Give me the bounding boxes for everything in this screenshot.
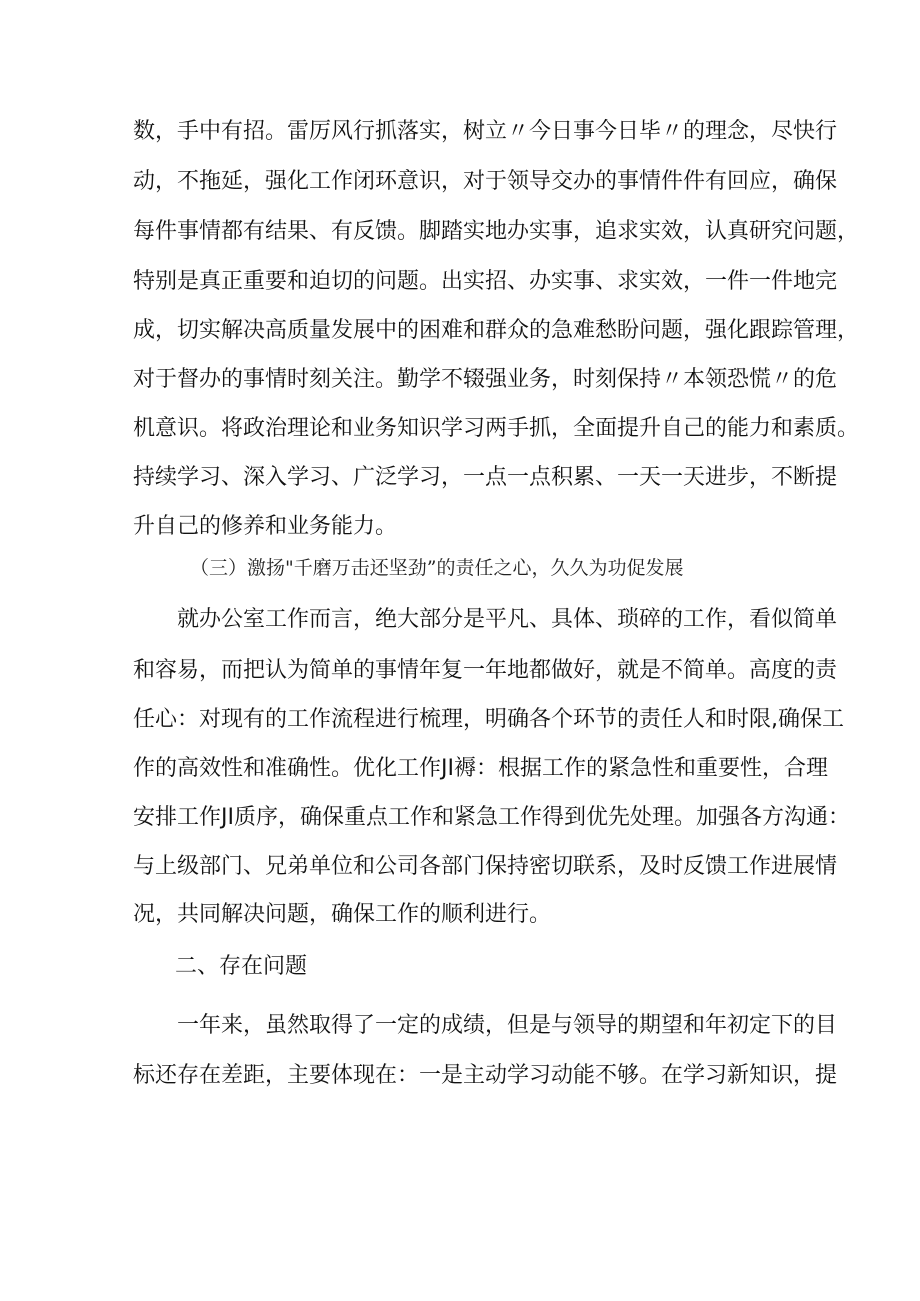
paragraph-2-line-3: 任心：对现有的工作流程进行梳理，明确各个环节的责任人和时限,确保工 <box>133 707 844 732</box>
paragraph-1-line-7: 机意识。将政治理论和业务知识学习两手抓，全面提升自己的能力和素质。 <box>133 416 860 441</box>
paragraph-2-line-6: 与上级部门、兄弟单位和公司各部门保持密切联系，及时反馈工作进展情 <box>133 854 838 879</box>
paragraph-1-line-2: 动，不拖延，强化工作闭环意识，对于领导交办的事情件件有回应，确保 <box>133 169 838 194</box>
paragraph-2-line-2: 和容易，而把认为简单的事情年复一年地都做好，就是不简单。高度的责 <box>133 658 838 683</box>
paragraph-1-line-4: 特别是真正重要和迫切的问题。出实招、办实事、求实效，一件一件地完 <box>133 269 838 294</box>
paragraph-1-line-1: 数，手中有招。雷厉风行抓落实，树立〃今日事今日毕〃的理念，尽快行 <box>133 119 838 144</box>
subheading-3: （三）激扬"千磨万击还坚劲”的责任之心，久久为功促发展 <box>190 557 684 579</box>
paragraph-3-line-1: 一年来，虽然取得了一定的成绩，但是与领导的期望和年初定下的目 <box>177 1013 838 1038</box>
paragraph-2-line-5: 安排工作JI质序，确保重点工作和紧急工作得到优先处理。加强各方沟通： <box>133 805 850 830</box>
paragraph-3-line-2: 标还存在差距，主要体现在：一是主动学习动能不够。在学习新知识，提 <box>133 1063 838 1088</box>
paragraph-1-line-5: 成，切实解决高质量发展中的困难和群众的急难愁盼问题，强化跟踪管理， <box>133 318 860 343</box>
paragraph-1-line-8: 持续学习、深入学习、广泛学习，一点一点积累、一天一天进步，不断提 <box>133 465 838 490</box>
paragraph-1-line-3: 每件事情都有结果、有反馈。脚踏实地办实事，追求实效，认真研究问题， <box>133 219 860 244</box>
paragraph-2-line-4: 作的高效性和准确性。优化工作JI褥：根据工作的紧急性和重要性，合理 <box>133 756 828 781</box>
paragraph-2-line-1: 就办公室工作而言，绝大部分是平凡、具体、琐碎的工作，看似简单 <box>177 607 838 632</box>
paragraph-2-line-7: 况，共同解决问题，确保工作的顺利进行。 <box>133 902 552 927</box>
paragraph-1-line-9: 升自己的修养和业务能力。 <box>133 514 398 539</box>
section-2-heading: 二、存在问题 <box>175 954 308 979</box>
paragraph-1-line-6: 对于督办的事情时刻关注。勤学不辍强业务，时刻保持〃本领恐慌〃的危 <box>133 367 838 392</box>
